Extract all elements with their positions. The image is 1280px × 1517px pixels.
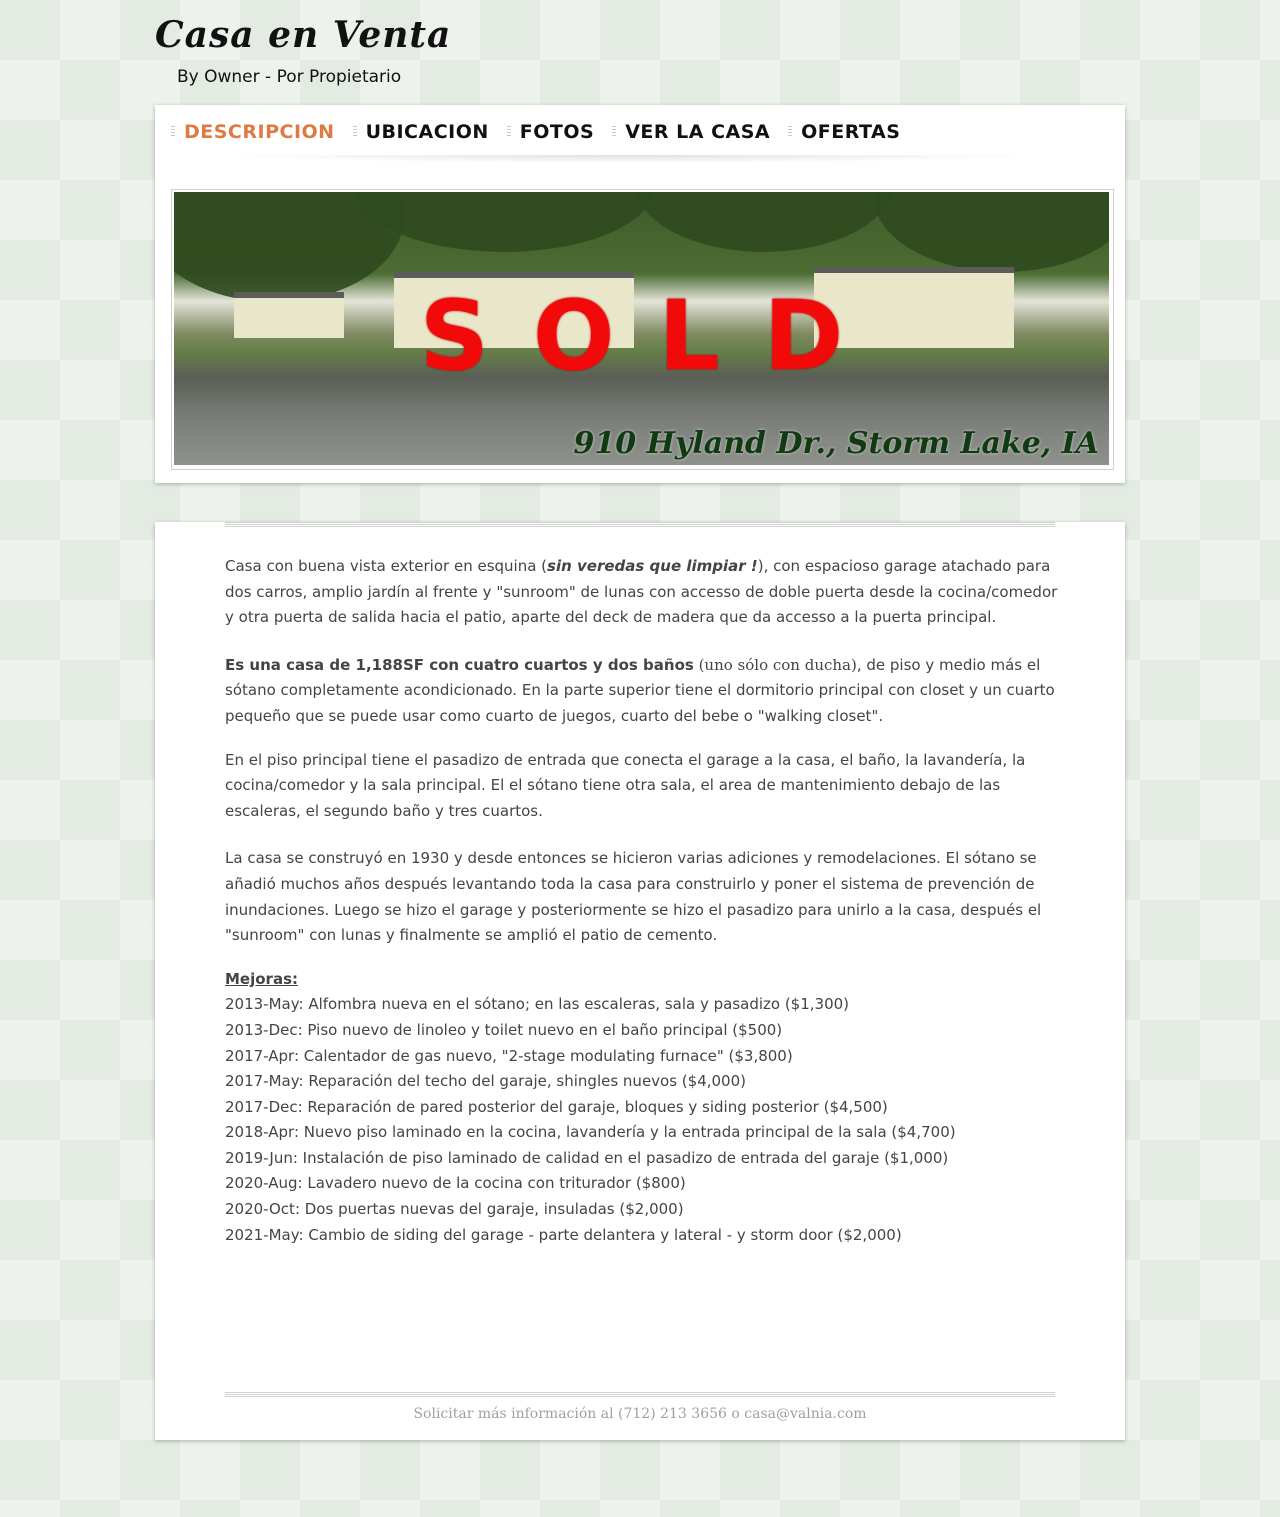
- mejora-item: 2021-May: Cambio de siding del garage - parte delantera y lateral - y storm door ($2,000): [225, 1225, 902, 1244]
- header-panel: [155, 105, 1125, 483]
- nav-shadow: [215, 155, 1045, 163]
- footer-contact: Solicitar más información al (712) 213 3656 o casa@valnia.com: [413, 1406, 867, 1422]
- mejora-item: 2019-Jun: Instalación de piso laminado de calidad en el pasadizo de entrada del garaje ($1,000): [225, 1148, 949, 1167]
- nav-label: OFERTAS: [801, 121, 901, 143]
- mejora-item: 2018-Apr: Nuevo piso laminado en la cocina, lavandería y la entrada principal de la sala ($4,700): [225, 1123, 956, 1142]
- description-paragraph-1: [225, 554, 1059, 631]
- nav-item-fotos[interactable]: [507, 121, 594, 143]
- nav-item-ofertas[interactable]: [788, 121, 900, 143]
- nav-item-ver-la-casa[interactable]: [612, 121, 770, 143]
- mejora-item: 2013-May: Alfombra nueva en el sótano; en las escaleras, sala y pasadizo ($1,300): [225, 995, 850, 1014]
- mejoras-list: [225, 992, 1059, 1248]
- tree-shape: [634, 192, 894, 252]
- banner-address: 910 Hyland Dr., Storm Lake, IA: [573, 426, 1099, 461]
- banner-frame: [171, 189, 1114, 470]
- grip-icon: [788, 126, 792, 138]
- text: (uno sólo con ducha): [693, 655, 857, 674]
- grip-icon: [507, 126, 511, 138]
- nav-label: VER LA CASA: [625, 121, 771, 143]
- nav-label: UBICACION: [365, 121, 489, 143]
- main-nav: [171, 121, 918, 143]
- top-divider: [225, 522, 1055, 527]
- mejora-item: 2017-Dec: Reparación de pared posterior del garaje, bloques y siding posterior ($4,500): [225, 1097, 888, 1116]
- grip-icon: [612, 126, 616, 138]
- description-content: [225, 554, 1059, 1248]
- tree-shape: [874, 192, 1109, 272]
- description-paragraph-4: La casa se construyó en 1930 y desde entonces se hicieron varias adiciones y remodelaciones. El sótano se añadió muchos años después levantando toda la casa para construirlo y poner el sistema de prevención de inundaciones. Luego se hizo el garage y posteriormente se hizo el pasadizo para unirlo a la casa, después el "sunroom" con lunas y finalmente se amplió el patio de cemento.: [225, 849, 1042, 945]
- house-banner-image: [174, 192, 1109, 465]
- mejora-item: 2013-Dec: Piso nuevo de linoleo y toilet nuevo en el baño principal ($500): [225, 1020, 783, 1039]
- nav-label: DESCRIPCION: [184, 121, 335, 143]
- tree-shape: [354, 192, 654, 252]
- bold-text: Es una casa de 1,188SF con cuatro cuartos y dos baños: [225, 655, 694, 674]
- description-paragraph-3: En el piso principal tiene el pasadizo de entrada que conecta el garage a la casa, el baño, la lavandería, la cocina/comedor y la sala principal. El el sótano tiene otra sala, el area de mantenimiento debajo de las escaleras, el segundo baño y tres cuartos.: [225, 750, 1026, 820]
- nav-item-descripcion[interactable]: [171, 121, 335, 143]
- content-panel: [155, 522, 1125, 1440]
- mejora-item: 2017-May: Reparación del techo del garaje, shingles nuevos ($4,000): [225, 1072, 746, 1091]
- mejora-item: 2020-Aug: Lavadero nuevo de la cocina con triturador ($800): [225, 1174, 686, 1193]
- text: ), con espacioso garage atachado para dos carros, amplio jardín al frente y "sunroom" de lunas con accesso de doble puerta desde la cocina/comedor y otra puerta de salida hacia el patio, aparte del deck de madera que da accesso a la puerta principal.: [225, 557, 1058, 627]
- site-title: Casa en Venta: [155, 14, 452, 56]
- sold-overlay: SOLD: [419, 280, 888, 392]
- mejoras-title: Mejoras:: [225, 969, 298, 988]
- nav-item-ubicacion[interactable]: [353, 121, 489, 143]
- site-tagline: By Owner - Por Propietario: [177, 67, 402, 87]
- text: , de piso y medio más el sótano completamente acondicionado. En la parte superior tiene el dormitorio principal con closet y un cuarto pequeño que se puede usar como cuarto de juegos, cuarto del bebe o "walking closet".: [225, 655, 1055, 725]
- text: Casa con buena vista exterior en esquina (: [225, 557, 548, 575]
- grip-icon: [171, 126, 175, 138]
- description-paragraph-2: [225, 653, 1059, 730]
- emphasis-text: sin veredas que limpiar !: [547, 557, 758, 575]
- mejora-item: 2020-Oct: Dos puertas nuevas del garaje, insuladas ($2,000): [225, 1200, 684, 1219]
- grip-icon: [353, 126, 357, 138]
- nav-label: FOTOS: [519, 121, 595, 143]
- mejora-item: 2017-Apr: Calentador de gas nuevo, "2-stage modulating furnace" ($3,800): [225, 1046, 793, 1065]
- bottom-divider: [225, 1392, 1055, 1397]
- mejoras-section: [225, 967, 1059, 1249]
